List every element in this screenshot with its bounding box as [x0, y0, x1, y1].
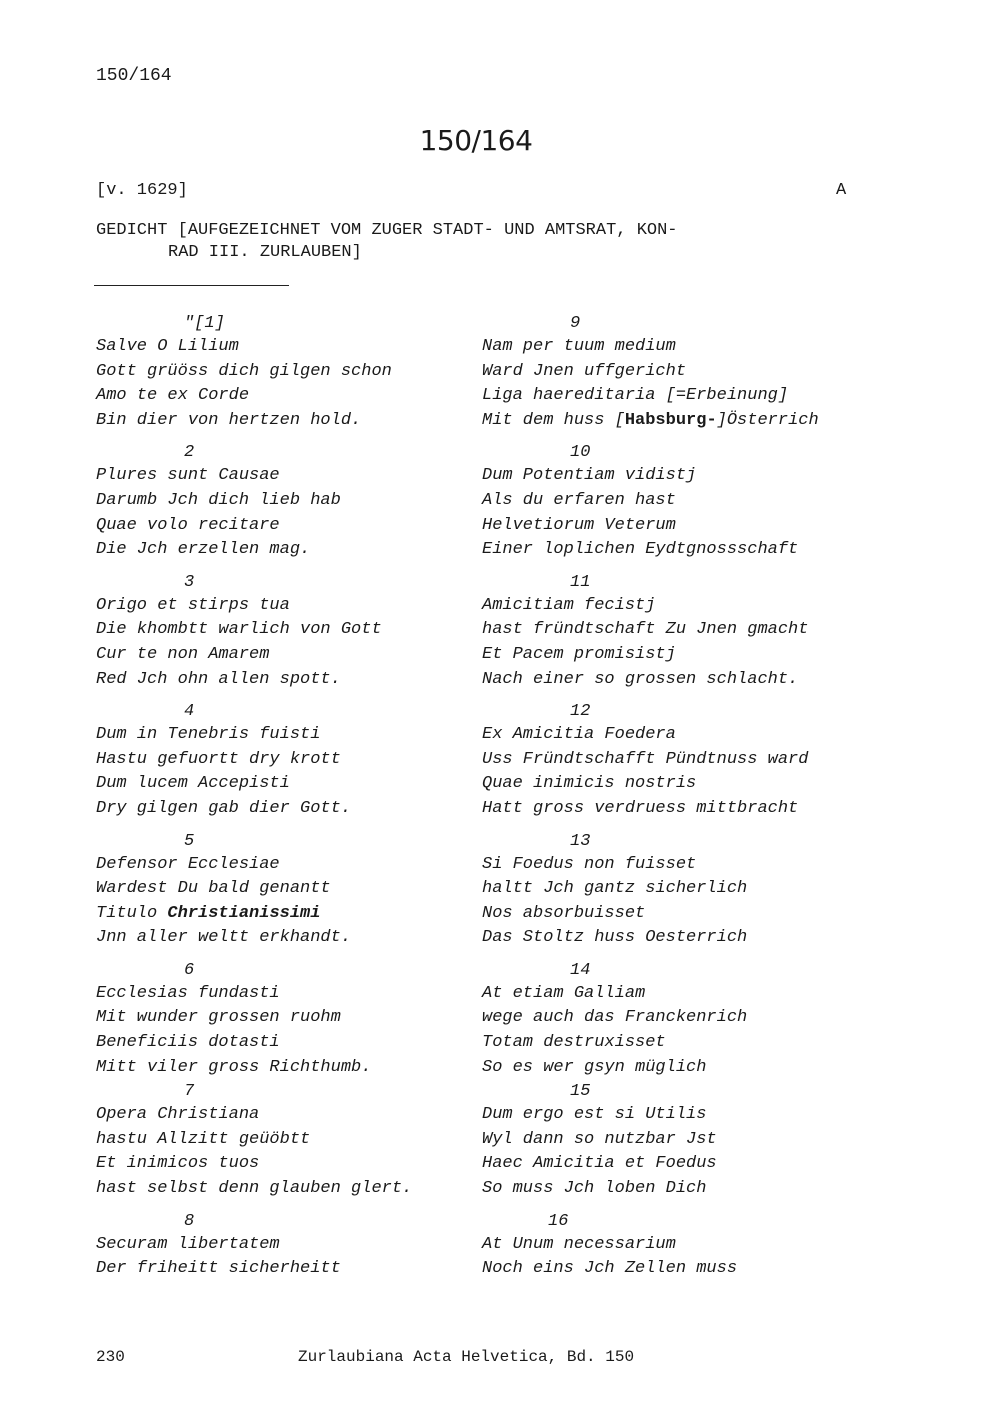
verse-text: ]Österrich: [716, 410, 819, 430]
verse-line: Plures sunt Causae: [96, 466, 280, 486]
stanza: [96, 830, 496, 951]
verse-line: Opera Christiana: [96, 1105, 260, 1125]
verse-line: hastu Allzitt geüöbtt: [96, 1129, 311, 1149]
verse-line: Der friheitt sicherheitt: [96, 1259, 341, 1279]
stanza-number: 3: [184, 572, 195, 592]
verse-line: Mitt viler gross Richthumb.: [96, 1057, 372, 1077]
verse-line: So muss Jch loben Dich: [482, 1179, 707, 1199]
verse-line: [482, 409, 902, 434]
verse-line: Quae volo recitare: [96, 515, 280, 535]
verse-line: Gott grüöss dich gilgen schon: [96, 361, 392, 381]
verse-line: Mit wunder grossen ruohm: [96, 1008, 341, 1028]
verse-line: Das Stoltz huss Oesterrich: [482, 928, 748, 948]
verse-line: Amicitiam fecistj: [482, 595, 656, 615]
verse-line: Die Jch erzellen mag.: [96, 540, 311, 560]
verse-line: haltt Jch gantz sicherlich: [482, 879, 748, 899]
verse-line: Helvetiorum Veterum: [482, 515, 676, 535]
verse-line: Ex Amicitia Foedera: [482, 725, 676, 745]
verse-line: Hatt gross verdruess mittbracht: [482, 798, 799, 818]
stanza-number: 2: [184, 443, 195, 463]
stanza-number: "[1]: [184, 314, 225, 333]
stanza-number: 9: [570, 314, 581, 333]
document-heading: [96, 220, 816, 264]
verse-line: Securam libertatem: [96, 1234, 280, 1254]
verse-line: So es wer gsyn müglich: [482, 1057, 707, 1077]
verse-line: Ward Jnen uffgericht: [482, 361, 687, 381]
stanza-number: 6: [184, 960, 195, 980]
stanza: [482, 441, 902, 562]
verse-line: At etiam Galliam: [482, 983, 646, 1003]
verse-line: Cur te non Amarem: [96, 644, 270, 664]
verse-line: Dum ergo est si Utilis: [482, 1105, 707, 1125]
verse-line: Ecclesias fundasti: [96, 983, 280, 1003]
document-date: [v. 1629]: [96, 181, 188, 200]
stanza: [482, 830, 902, 951]
stanza-number: 11: [570, 572, 591, 592]
verse-line: Origo et stirps tua: [96, 595, 290, 615]
verse-line: Dry gilgen gab dier Gott.: [96, 798, 352, 818]
stanza: [482, 1080, 902, 1201]
document-letter: A: [836, 181, 847, 200]
stanza-number: 15: [570, 1082, 591, 1102]
verse-line: Et inimicos tuos: [96, 1154, 260, 1174]
heading-line-2: RAD III. ZURLAUBEN]: [168, 243, 362, 262]
stanza-number: 5: [184, 831, 195, 851]
verse-line: At Unum necessarium: [482, 1234, 676, 1254]
verse-line: Dum lucem Accepisti: [96, 774, 290, 794]
verse-line: Uss Fründtschafft Pündtnuss ward: [482, 749, 809, 769]
heading-line-1: GEDICHT [AUFGEZEICHNET VOM ZUGER STADT- UND AMTSRAT, KON-: [96, 221, 678, 240]
stanza: [96, 959, 496, 1080]
verse-line: Bin dier von hertzen hold.: [96, 410, 362, 430]
stanza-number: 13: [570, 831, 591, 851]
verse-line: Jnn aller weltt erkhandt.: [96, 928, 352, 948]
stanza-number: 12: [570, 702, 591, 722]
verse-line: [96, 902, 496, 927]
verse-line: Salve O Lilium: [96, 337, 239, 356]
verse-line: Wardest Du bald genantt: [96, 879, 331, 899]
stanza: [96, 1210, 496, 1282]
verse-line: Hastu gefuortt dry krott: [96, 749, 341, 769]
verse-line: Haec Amicitia et Foedus: [482, 1154, 717, 1174]
poem-column-left: [96, 312, 496, 1282]
verse-line: Red Jch ohn allen spott.: [96, 669, 341, 689]
verse-line: hast selbst denn glauben glert.: [96, 1179, 413, 1199]
stanza: [96, 312, 496, 433]
verse-line: Totam destruxisset: [482, 1033, 666, 1053]
verse-line: Beneficiis dotasti: [96, 1033, 280, 1053]
stanza: [482, 959, 902, 1080]
verse-line: Nos absorbuisset: [482, 903, 646, 923]
verse-line: Amo te ex Corde: [96, 386, 250, 406]
stanza: [482, 1210, 902, 1282]
stanza: [482, 312, 902, 433]
stanza-number: 7: [184, 1082, 195, 1102]
verse-line: Et Pacem promisistj: [482, 644, 676, 664]
verse-line: wege auch das Franckenrich: [482, 1008, 748, 1028]
verse-line: Noch eins Jch Zellen muss: [482, 1259, 738, 1279]
verse-line: Si Foedus non fuisset: [482, 854, 697, 874]
verse-line: Wyl dann so nutzbar Jst: [482, 1129, 717, 1149]
verse-line: Liga haereditaria [=Erbeinung]: [482, 386, 789, 406]
stanza: [482, 571, 902, 692]
stanza-number: 4: [184, 702, 195, 722]
document-title: 150/164: [419, 124, 533, 157]
verse-line: Quae inimicis nostris: [482, 774, 697, 794]
verse-line: hast fründtschaft Zu Jnen gmacht: [482, 620, 809, 640]
verse-line: Darumb Jch dich lieb hab: [96, 490, 341, 510]
poem-column-right: [482, 312, 902, 1282]
stanza: [96, 441, 496, 562]
verse-line: Einer loplichen Eydtgnossschaft: [482, 540, 799, 560]
verse-text: Mit dem huss [: [482, 410, 625, 430]
stanza: [96, 571, 496, 692]
verse-text: Titulo: [96, 903, 168, 923]
stanza: [96, 700, 496, 821]
heading-rule: [94, 285, 289, 286]
verse-emphasis: Christianissimi: [167, 903, 321, 923]
verse-emphasis: Habsburg-: [624, 410, 717, 430]
verse-line: Dum Potentiam vidistj: [482, 466, 697, 486]
verse-line: Nam per tuum medium: [482, 337, 676, 356]
stanza-number: 10: [570, 443, 591, 463]
running-header: 150/164: [96, 66, 172, 86]
stanza-number: 8: [184, 1211, 195, 1231]
stanza: [96, 1080, 496, 1201]
verse-line: Nach einer so grossen schlacht.: [482, 669, 799, 689]
stanza: [482, 700, 902, 821]
verse-line: Defensor Ecclesiae: [96, 854, 280, 874]
verse-line: Dum in Tenebris fuisti: [96, 725, 321, 745]
verse-line: Als du erfaren hast: [482, 490, 676, 510]
stanza-number: 16: [548, 1211, 569, 1231]
series-title: Zurlaubiana Acta Helvetica, Bd. 150: [298, 1348, 635, 1366]
stanza-number: 14: [570, 960, 591, 980]
page-number: 230: [96, 1348, 125, 1366]
verse-line: Die khombtt warlich von Gott: [96, 620, 382, 640]
